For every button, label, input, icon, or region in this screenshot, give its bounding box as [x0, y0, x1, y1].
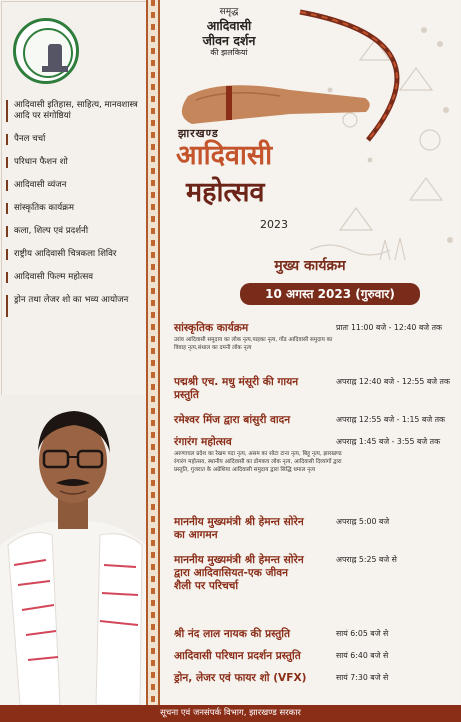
ashoka-pillar-icon [48, 44, 62, 66]
bullet-bar-icon [6, 157, 8, 168]
schedule-title: ड्रोन, लेजर एवं फायर शो (VFX) [174, 672, 307, 684]
schedule-time: प्रातः 11:00 बजे - 12:40 बजे तक [336, 323, 443, 332]
activity-label: परिधान फैशन शो [14, 157, 68, 167]
schedule-title: श्री नंद लाल नायक की प्रस्तुति [174, 628, 291, 640]
decorative-divider [146, 0, 160, 705]
activity-label: पैनल चर्चा [14, 134, 46, 144]
activity-label: आदिवासी इतिहास, साहित्य, मानवशास्त्र आदि पर संगोष्ठियां [14, 100, 138, 121]
schedule-title: रंगारंग महोत्सव [174, 436, 232, 448]
event-date-badge: 10 अगस्त 2023 (गुरुवार) [240, 283, 420, 305]
festival-name-line1: आदिवासी [176, 140, 273, 171]
right-column [160, 0, 460, 705]
schedule-time: सायं 7:30 बजे से [336, 673, 389, 682]
tagline-line4: की झलकियां [210, 48, 248, 57]
festival-name-line2: महोत्सव [186, 177, 265, 208]
tagline-line2: आदिवासी [206, 18, 252, 33]
activity-item [4, 295, 144, 317]
schedule-desc: अरुणाचल प्रदेश का रेखम पदा नृत्य, असम का सोटा टाना नृत्य, बिहू नृत्य, झारखण्ड रंगारंग महोत्सव, स्थानीय आदिवासी का डोमकच लोक नृत्य, आदिवासी दिव्यांगों द्वारा प्रस्तुति, गुजरात के अग्रेशिया आदिवासी समुदाय द्वारा सिद्धि धमाल नृत्य [174, 451, 342, 473]
activity-label: ड्रोन तथा लेजर शो का भव्य आयोजन [14, 295, 129, 305]
activity-item [4, 157, 144, 168]
schedule-time: अपराह्न 12:55 बजे - 1:15 बजे तक [336, 415, 446, 424]
activity-item [4, 134, 144, 145]
activity-item [4, 249, 144, 260]
activity-label: सांस्कृतिक कार्यक्रम [14, 203, 74, 213]
bullet-bar-icon [6, 272, 8, 283]
festival-state: झारखण्ड [178, 127, 219, 140]
bullet-bar-icon [6, 100, 8, 122]
bullet-bar-icon [6, 226, 8, 237]
activity-label: राष्ट्रीय आदिवासी चित्रकला शिविर [14, 249, 117, 259]
schedule-time: अपराह्न 5:25 बजे से [336, 555, 397, 564]
schedule-title: पद्मश्री एच. मधु मंसूरी की गायन प्रस्तुति [174, 376, 299, 401]
main-program-heading: मुख्य कार्यक्रम [274, 258, 346, 274]
schedule-time: अपराह्न 12:40 बजे - 12:55 बजे तक [336, 377, 450, 386]
portrait-illustration [0, 395, 146, 705]
emblem-base [42, 66, 68, 72]
activity-item [4, 203, 144, 214]
activity-item [4, 272, 144, 283]
bullet-bar-icon [6, 203, 8, 214]
bullet-bar-icon [6, 134, 8, 145]
activity-item [4, 180, 144, 191]
activity-item [4, 100, 144, 122]
schedule-title: आदिवासी परिधान प्रदर्शन प्रस्तुति [174, 650, 301, 662]
festival-year: 2023 [260, 218, 288, 231]
bullet-bar-icon [6, 180, 8, 191]
divider-pattern [151, 0, 155, 705]
activity-list [4, 100, 144, 329]
chief-minister-portrait [0, 395, 146, 705]
activity-label: कला, शिल्प एवं प्रदर्शनी [14, 226, 89, 236]
schedule-title: माननीय मुख्यमंत्री श्री हेमन्त सोरेन का आगमन [174, 516, 304, 541]
left-column [0, 0, 146, 705]
activity-label: आदिवासी फिल्म महोत्सव [14, 272, 94, 282]
schedule-time: सायं 6:05 बजे से [336, 629, 389, 638]
emblem-ring [23, 28, 73, 78]
activity-item [4, 226, 144, 237]
schedule-title: रमेश्वर मिंज द्वारा बांसुरी वादन [174, 414, 291, 426]
footer-credit: सूचना एवं जनसंपर्क विभाग, झारखण्ड सरकार [0, 705, 461, 722]
schedule-title: सांस्कृतिक कार्यक्रम [174, 322, 249, 334]
tagline [174, 7, 284, 58]
schedule-title: माननीय मुख्यमंत्री श्री हेमन्त सोरेन द्वारा आदिवासियत-एक जीवन शैली पर परिचर्चा [174, 554, 304, 592]
jharkhand-emblem-icon [13, 18, 79, 84]
schedule-desc: उरांव आदिवासी समुदाय का लोक नृत्य,पाइका नृत्य, गोंड आदिवासी समुदाय का विवाह नृत्य,संथाल का दमनी लोक नृत्य [174, 337, 333, 351]
tagline-line1: समृद्ध [219, 7, 239, 17]
activity-label: आदिवासी व्यंजन [14, 180, 67, 190]
bullet-bar-icon [6, 249, 8, 260]
schedule-time: सायं 6:40 बजे से [336, 651, 389, 660]
schedule-time: अपराह्न 5:00 बजे [336, 517, 390, 526]
bullet-bar-icon [6, 295, 8, 317]
tagline-line3: जीवन दर्शन [202, 33, 256, 48]
schedule-time: अपराह्न 1:45 बजे - 3:55 बजे तक [336, 437, 441, 446]
